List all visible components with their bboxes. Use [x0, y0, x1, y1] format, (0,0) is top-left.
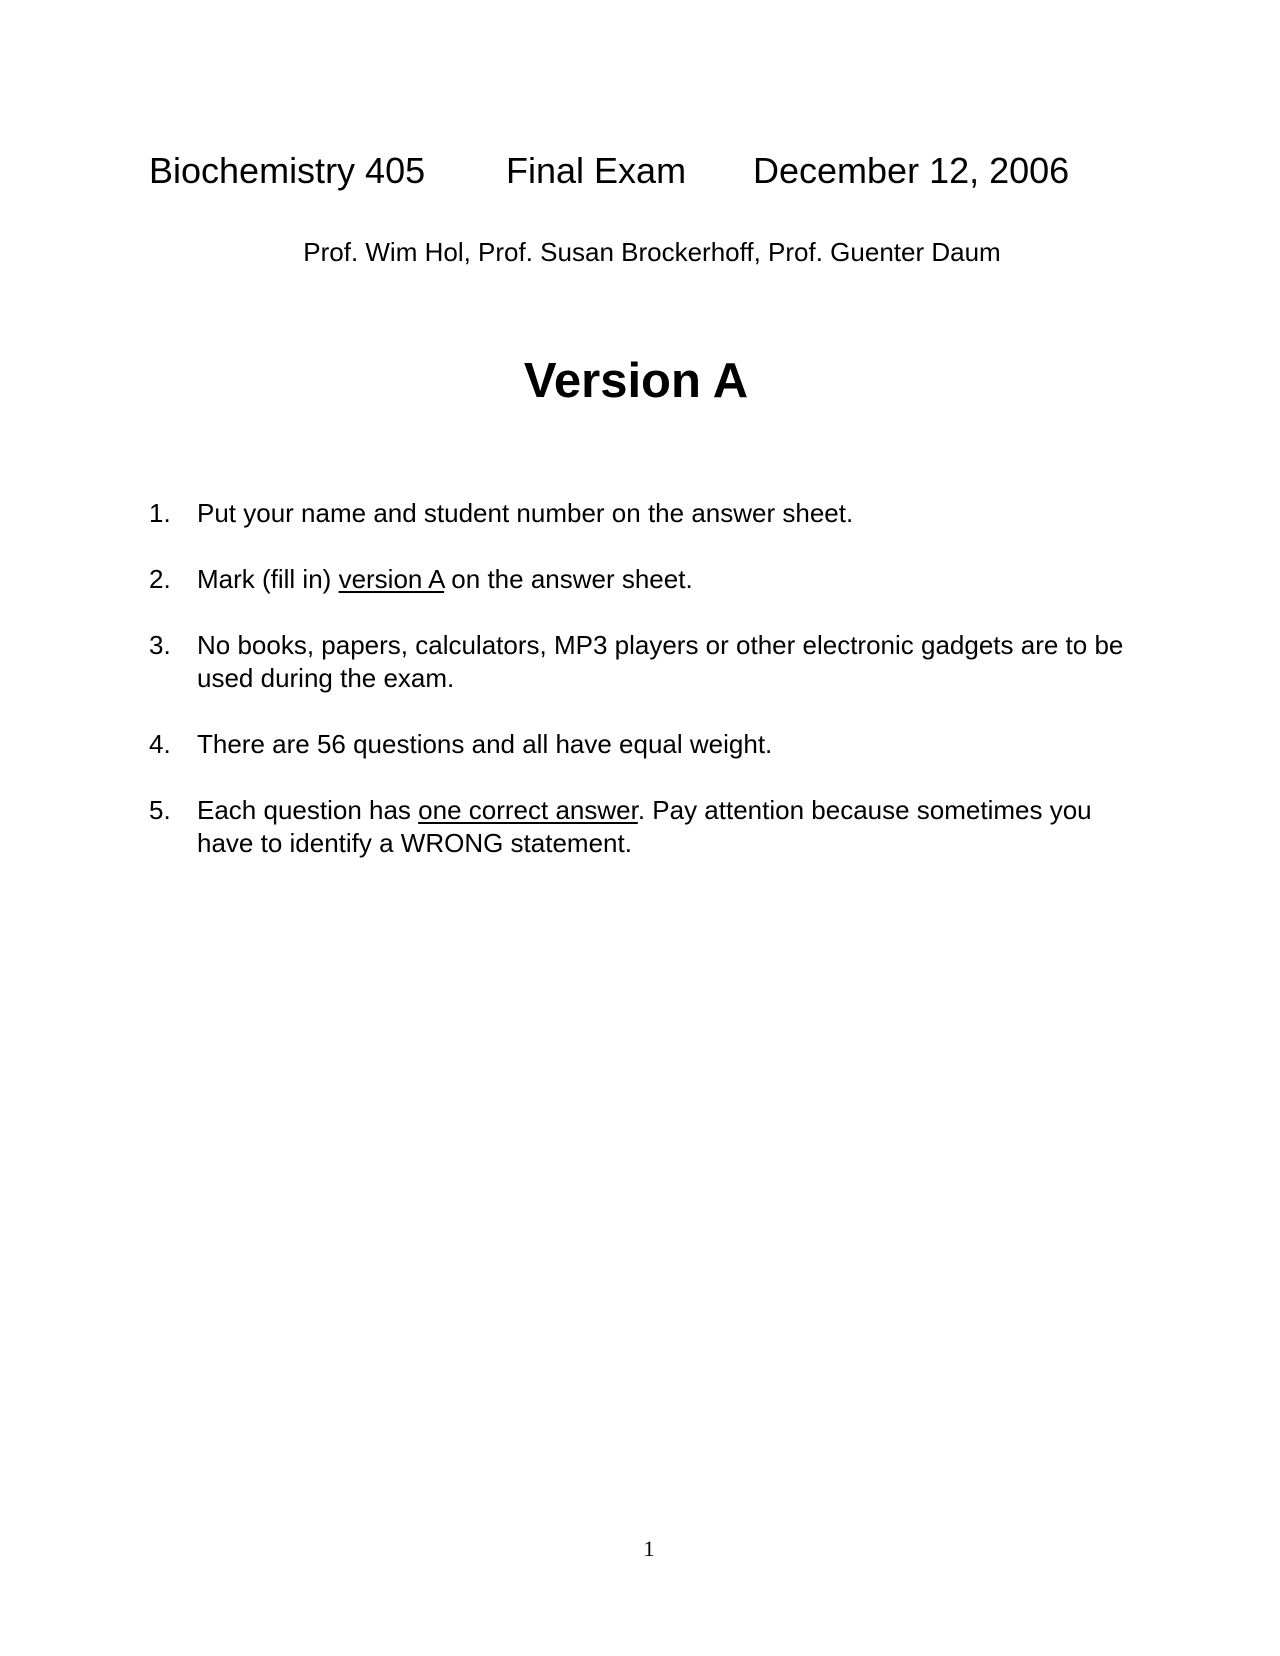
underlined-phrase: version A: [338, 564, 445, 594]
instruction-text-end: on the answer sheet.: [444, 564, 693, 594]
instruction-number: 2.: [149, 564, 171, 594]
professors-line: Prof. Wim Hol, Prof. Susan Brockerhoff, Prof. Guenter Daum: [303, 237, 1001, 267]
underlined-phrase: one correct answer: [418, 795, 638, 825]
instruction-text-start: Mark (fill in): [197, 564, 339, 594]
instruction-text: [197, 563, 1149, 596]
exam-date: December 12, 2006: [753, 150, 1070, 191]
instruction-text: There are 56 questions and all have equal weight.: [197, 729, 773, 759]
instruction-number: 3.: [149, 630, 171, 660]
instructions-list: [149, 497, 1149, 893]
instruction-text-end: . Pay attention because sometimes you have to identify a WRONG statement.: [197, 795, 1092, 858]
exam-name: Final Exam: [506, 150, 687, 191]
instruction-item: [149, 629, 1149, 695]
instruction-item: [149, 497, 1149, 530]
instruction-text: No books, papers, calculators, MP3 players or other electronic gadgets are to be used during the exam.: [197, 630, 1124, 693]
instruction-text: Put your name and student number on the answer sheet.: [197, 498, 854, 528]
version-title: Version A: [523, 354, 749, 408]
course-name: Biochemistry 405: [149, 150, 426, 191]
instruction-text-start: Each question has: [197, 795, 419, 825]
instruction-number: 5.: [149, 795, 171, 825]
instruction-item: [149, 728, 1149, 761]
instruction-number: 1.: [149, 498, 171, 528]
instruction-number: 4.: [149, 729, 171, 759]
instruction-text: [197, 794, 1149, 860]
page-number: 1: [643, 1536, 655, 1561]
instruction-item: [149, 563, 1149, 596]
instruction-item: [149, 794, 1149, 860]
